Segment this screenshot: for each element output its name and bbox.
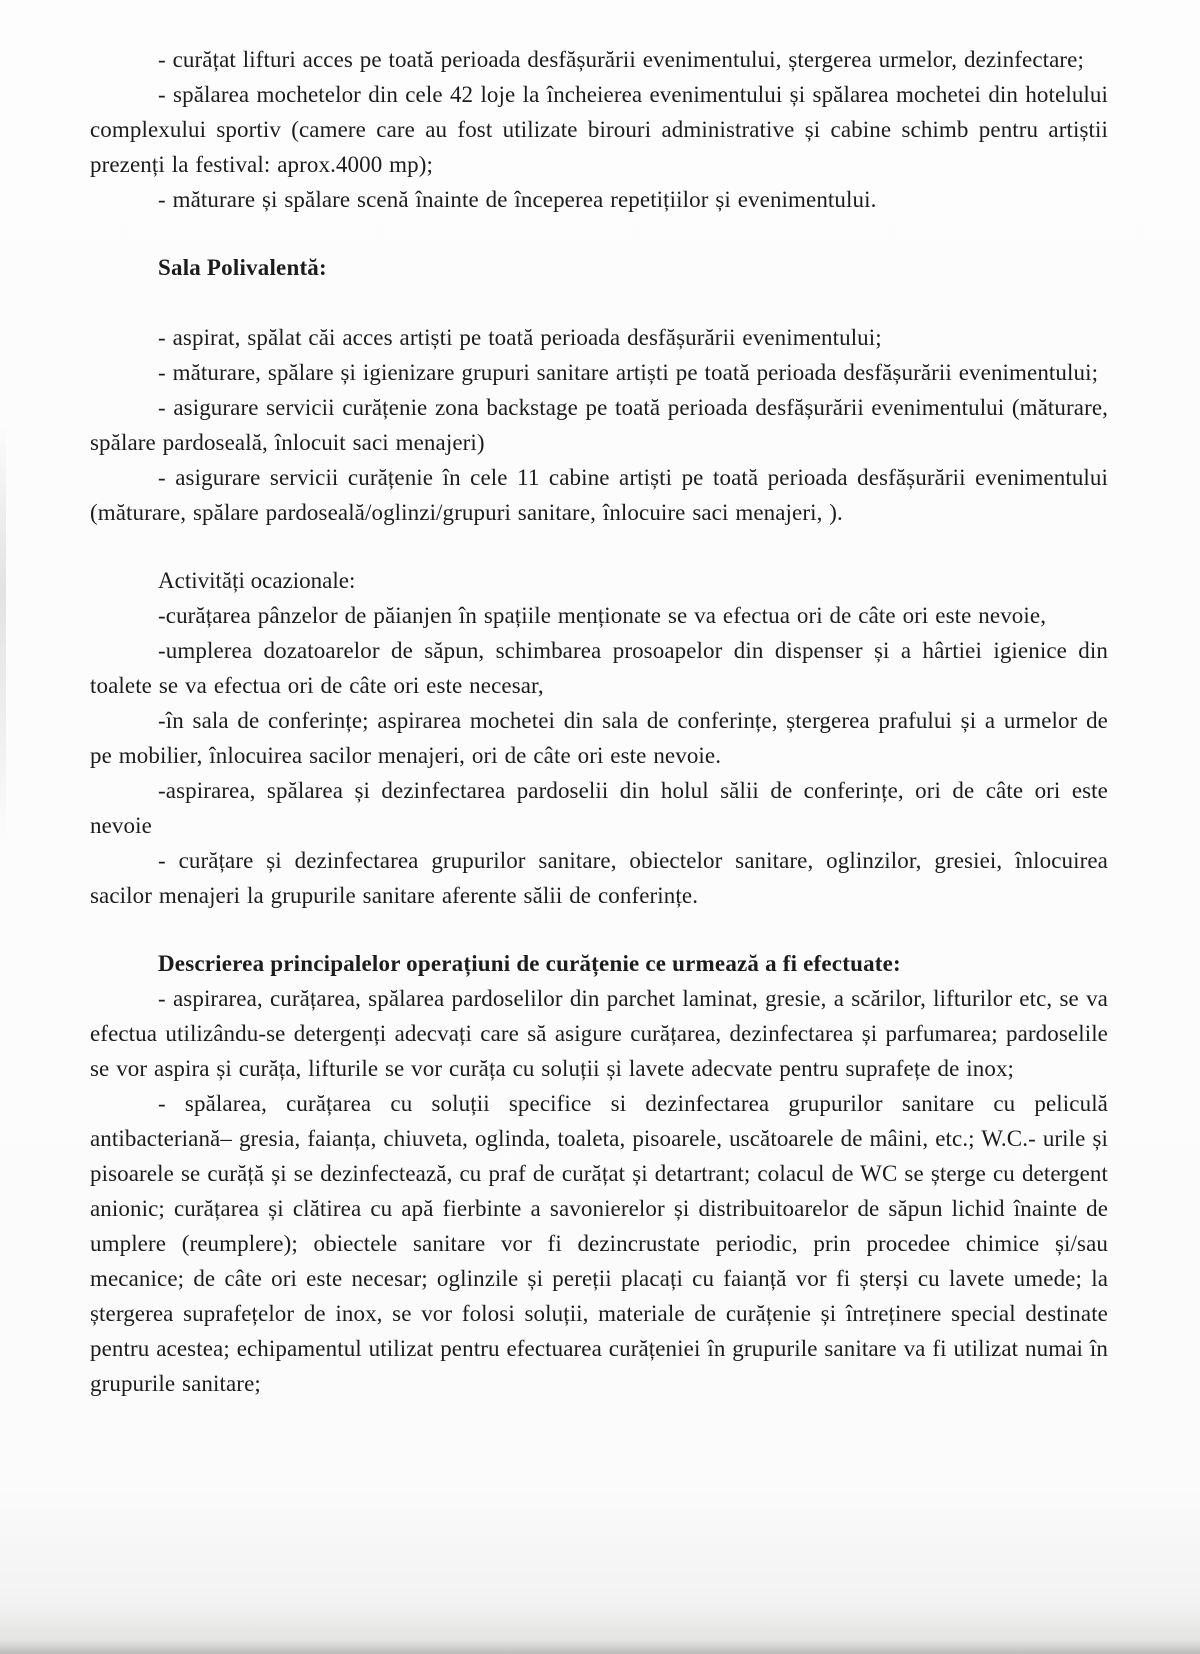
paragraph: - curățat lifturi acces pe toată perioada desfășurării evenimentului, ștergerea urmelor, dezinfectare; [158, 47, 1084, 72]
section-heading-activitati-ocazionale: Activități ocazionale: [158, 568, 356, 593]
paragraph: - asigurare servicii curățenie în cele 11 cabine artiști pe toată perioada desfășurării evenimentului (măturare, spălare pardoseală/oglinzi/grupuri sanitare, înlocuire saci menajeri, ). [90, 465, 1108, 525]
paragraph: - spălarea mochetelor din cele 42 loje la încheierea evenimentului și spălarea mochetei din hotelului complexului sportiv (camere care au fost utilizate birouri administrative și cabine schimb pentru artiștii prezenți la festival: aprox.4000 mp); [90, 82, 1108, 177]
paragraph: - aspirarea, curățarea, spălarea pardoselilor din parchet laminat, gresie, a scărilor, lifturilor etc, se va efectua utilizându-se detergenți adecvați care să asigure curățarea, dezinfectarea și parfumarea; pardoselile se vor aspira și curăța, lifturile se vor curăța cu soluții și lavete adecvate pentru suprafețe de inox; [90, 986, 1108, 1081]
paragraph: -aspirarea, spălarea și dezinfectarea pardoselii din holul sălii de conferințe, ori de câte ori este nevoie [90, 778, 1108, 838]
paragraph: - spălarea, curățarea cu soluții specifice si dezinfectarea grupurilor sanitare cu peliculă antibacteriană– gresia, faianța, chiuveta, oglinda, toaleta, pisoarele, uscătoarele de mâini, etc.; W.C.- urile și pisoarele se curăță și se dezinfectează, cu praf de curățat și detartrant; colacul de WC se șterge cu detergent anionic; curățarea și clătirea cu apă fierbinte a savonierelor și distribuitoarelor de săpun lichid înainte de umplere (reumplere); obiectele sanitare vor fi dezincrustate periodic, prin procedee chimice și/sau mecanice; de câte ori este necesar; oglinzile și pereții placați cu faianță vor fi șterși cu lavete umede; la ștergerea suprafețelor de inox, se vor folosi soluții, materiale de curățenie și întreținere special destinate pentru acestea; echipamentul utilizat pentru efectuarea curățeniei în grupurile sanitare va fi utilizat numai în grupurile sanitare; [90, 1091, 1108, 1396]
paragraph: -curățarea pânzelor de păianjen în spațiile menționate se va efectua ori de câte ori este nevoie, [158, 603, 1047, 628]
paragraph: -în sala de conferințe; aspirarea mochetei din sala de conferințe, ștergerea prafului și a urmelor de pe mobilier, înlocuirea sacilor menajeri, ori de câte ori este nevoie. [90, 708, 1108, 768]
scan-bottom-shadow [0, 1640, 1200, 1654]
paragraph: - aspirat, spălat căi acces artiști pe toată perioada desfășurării evenimentului; [158, 325, 882, 350]
scan-edge-artifact [0, 420, 6, 840]
paragraph: - măturare și spălare scenă înainte de începerea repetițiilor și evenimentului. [158, 187, 877, 212]
section-heading-sala-polivalenta: Sala Polivalentă: [158, 255, 327, 280]
paragraph: -umplerea dozatoarelor de săpun, schimbarea prosoapelor din dispenser și a hârtiei igienice din toalete se va efectua ori de câte ori este necesar, [90, 638, 1108, 698]
paragraph: - măturare, spălare și igienizare grupuri sanitare artiști pe toată perioada desfășurării evenimentului; [158, 360, 1099, 385]
paragraph: - asigurare servicii curățenie zona backstage pe toată perioada desfășurării evenimentului (măturare, spălare pardoseală, înlocuit saci menajeri) [90, 395, 1108, 455]
section-heading-descrierea-operatiuni: Descrierea principalelor operațiuni de curățenie ce urmează a fi efectuate: [158, 951, 901, 976]
paragraph: - curățare și dezinfectarea grupurilor sanitare, obiectelor sanitare, oglinzilor, gresiei, înlocuirea sacilor menajeri la grupurile sanitare aferente sălii de conferințe. [90, 848, 1108, 908]
